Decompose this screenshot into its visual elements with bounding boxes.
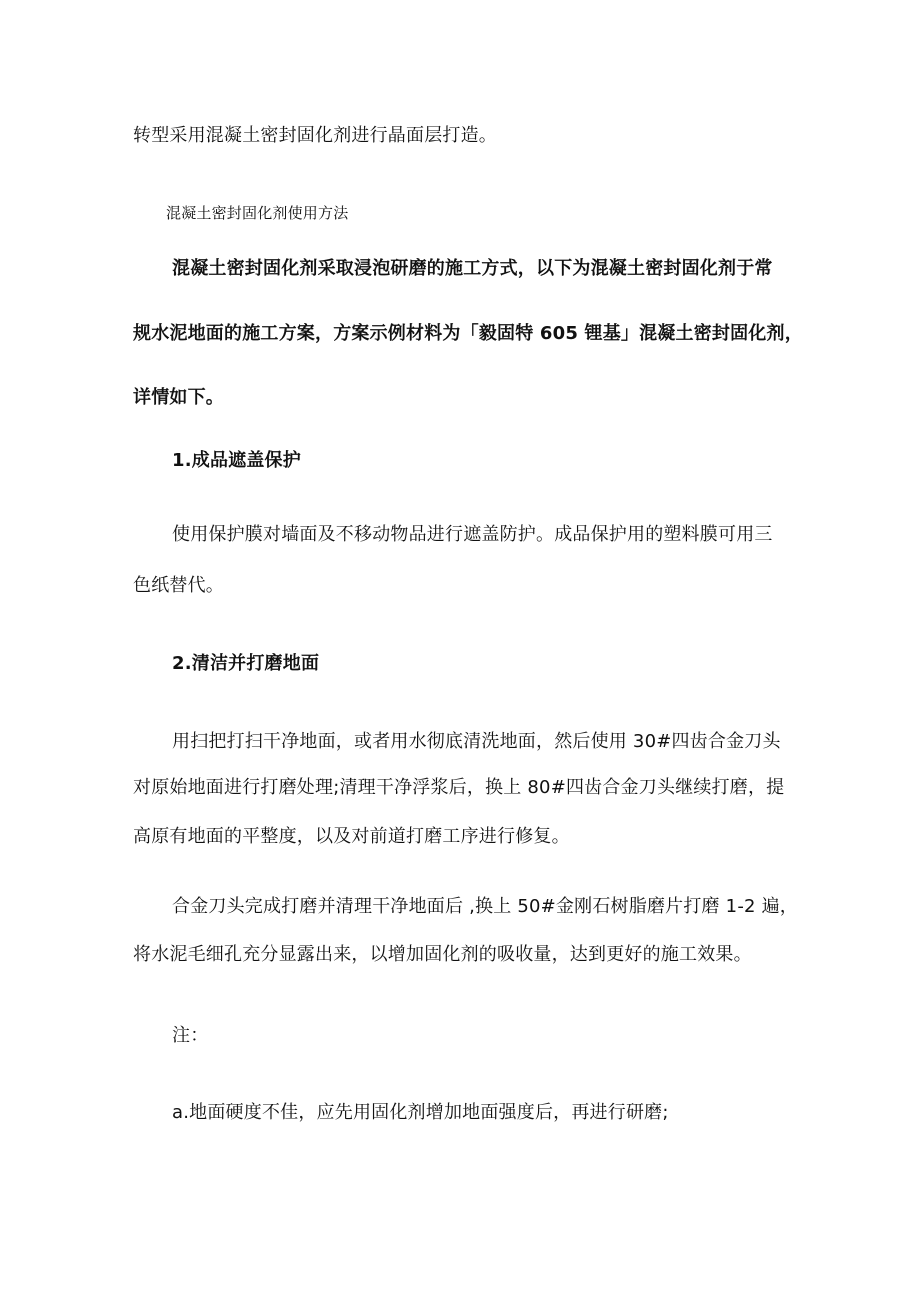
lead-paragraph-line-1: 混凝土密封固化剂采取浸泡研磨的施工方式，以下为混凝土密封固化剂于常 <box>172 258 773 279</box>
step-2-heading: 2.清洁并打磨地面 <box>172 653 320 674</box>
step-2-paragraph-1-line-3: 高原有地面的平整度，以及对前道打磨工序进行修复。 <box>133 826 570 847</box>
step-2-paragraph-1-line-2: 对原始地面进行打磨处理;清理干净浮浆后，换上 80#四齿合金刀头继续打磨，提 <box>133 777 785 798</box>
lead-paragraph-line-3: 详情如下。 <box>133 387 224 408</box>
step-2-paragraph-2-line-2: 将水泥毛细孔充分显露出来，以增加固化剂的吸收量，达到更好的施工效果。 <box>133 944 752 965</box>
note-label: 注： <box>172 1025 209 1046</box>
section-title: 混凝土密封固化剂使用方法 <box>166 204 349 222</box>
intro-tail-text: 转型采用混凝土密封固化剂进行晶面层打造。 <box>133 125 497 146</box>
step-1-text-line-1: 使用保护膜对墙面及不移动物品进行遮盖防护。成品保护用的塑料膜可用三 <box>172 524 773 545</box>
step-2-paragraph-2-line-1: 合金刀头完成打磨并清理干净地面后 ,换上 50#金刚石树脂磨片打磨 1-2 遍， <box>172 896 798 917</box>
lead-paragraph-line-2: 规水泥地面的施工方案，方案示例材料为「毅固特 605 锂基」混凝土密封固化剂， <box>133 323 803 344</box>
step-2-paragraph-1-line-1: 用扫把打扫干净地面，或者用水彻底清洗地面，然后使用 30#四齿合金刀头 <box>172 731 781 752</box>
step-1-text-line-2: 色纸替代。 <box>133 575 224 596</box>
step-1-heading: 1.成品遮盖保护 <box>172 450 301 471</box>
note-item-a: a.地面硬度不佳，应先用固化剂增加地面强度后，再进行研磨; <box>172 1102 669 1123</box>
